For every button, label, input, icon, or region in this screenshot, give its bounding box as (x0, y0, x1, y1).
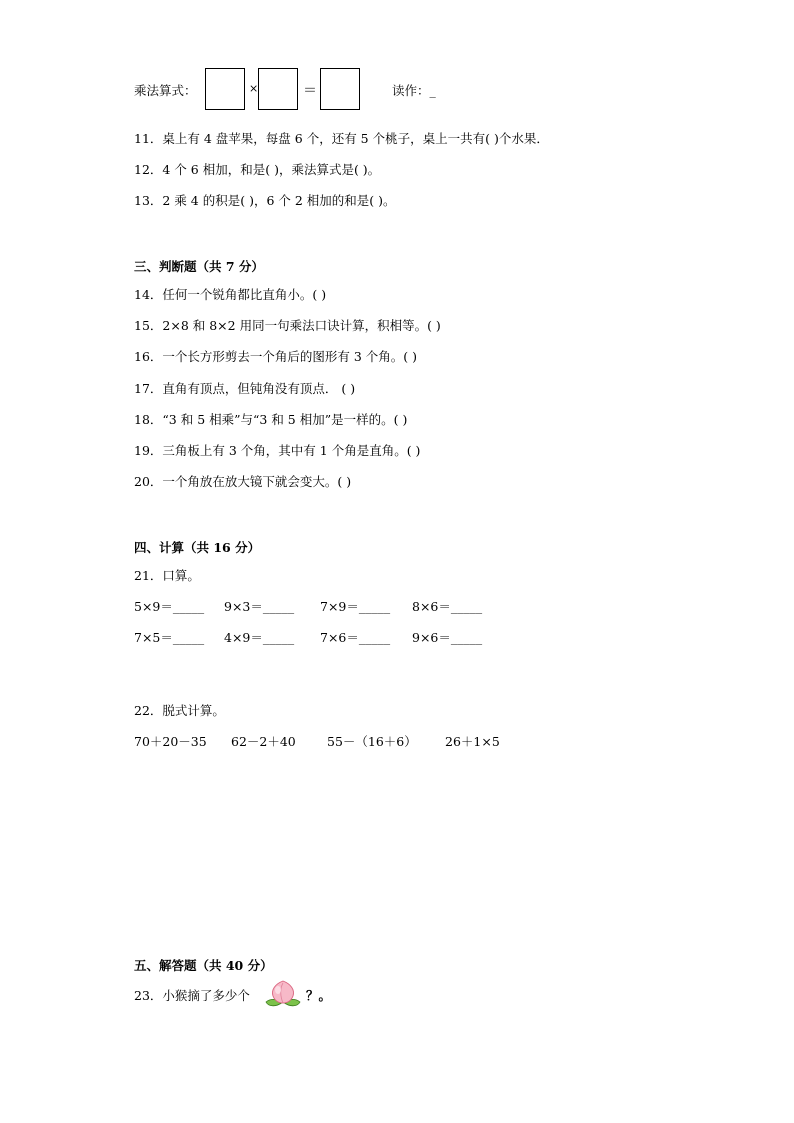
step-calc-4: 26＋1×5 (445, 734, 500, 749)
question-19: 19．三角板上有 3 个角，其中有 1 个角是直角。( ) (134, 443, 421, 458)
question-18: 18．“3 和 5 相乘”与“3 和 5 相加”是一样的。( ) (134, 412, 408, 427)
question-11: 11．桌上有 4 盘苹果，每盘 6 个，还有 5 个桃子，桌上一共有( )个水果． (134, 131, 549, 146)
answer-box-2[interactable] (258, 68, 298, 110)
oral-calc-8: 9×6＝_____ (412, 630, 483, 645)
read-label: 读作：_ (392, 83, 436, 98)
oral-calc-7: 7×6＝_____ (320, 630, 391, 645)
peach-icon (265, 978, 301, 1012)
oral-calc-2: 9×3＝_____ (224, 599, 295, 614)
question-12: 12．4 个 6 相加，和是( )，乘法算式是( )。 (134, 162, 381, 177)
question-23-text: 23．小猴摘了多少个 (134, 988, 250, 1003)
step-calc-1: 70＋20－35 (134, 734, 207, 749)
section-5-heading: 五、解答题（共 40 分） (134, 958, 273, 973)
section-3-heading: 三、判断题（共 7 分） (134, 259, 264, 274)
question-13: 13．2 乘 4 的积是( )，6 个 2 相加的和是( )。 (134, 193, 396, 208)
oral-calc-3: 7×9＝_____ (320, 599, 391, 614)
formula-label: 乘法算式： (134, 83, 197, 98)
question-14: 14．任何一个锐角都比直角小。( ) (134, 287, 327, 302)
question-15: 15．2×8 和 8×2 用同一句乘法口诀计算，积相等。( ) (134, 318, 441, 333)
question-17: 17．直角有顶点，但钝角没有顶点． ( ) (134, 381, 356, 396)
answer-box-1[interactable] (205, 68, 245, 110)
answer-box-3[interactable] (320, 68, 360, 110)
oral-calc-4: 8×6＝_____ (412, 599, 483, 614)
oral-calc-6: 4×9＝_____ (224, 630, 295, 645)
section-4-heading: 四、计算（共 16 分） (134, 540, 261, 555)
question-23-suffix: ？。 (306, 988, 332, 1003)
times-sign: × (249, 82, 259, 95)
equals-sign: ＝ (303, 83, 317, 99)
question-22: 22．脱式计算。 (134, 703, 225, 718)
oral-calc-1: 5×9＝_____ (134, 599, 205, 614)
question-16: 16．一个长方形剪去一个角后的图形有 3 个角。( ) (134, 349, 418, 364)
step-calc-3: 55－（16＋6） (327, 734, 417, 749)
question-21: 21．口算。 (134, 568, 200, 583)
oral-calc-5: 7×5＝_____ (134, 630, 205, 645)
step-calc-2: 62－2＋40 (231, 734, 296, 749)
question-20: 20．一个角放在放大镜下就会变大。( ) (134, 474, 352, 489)
